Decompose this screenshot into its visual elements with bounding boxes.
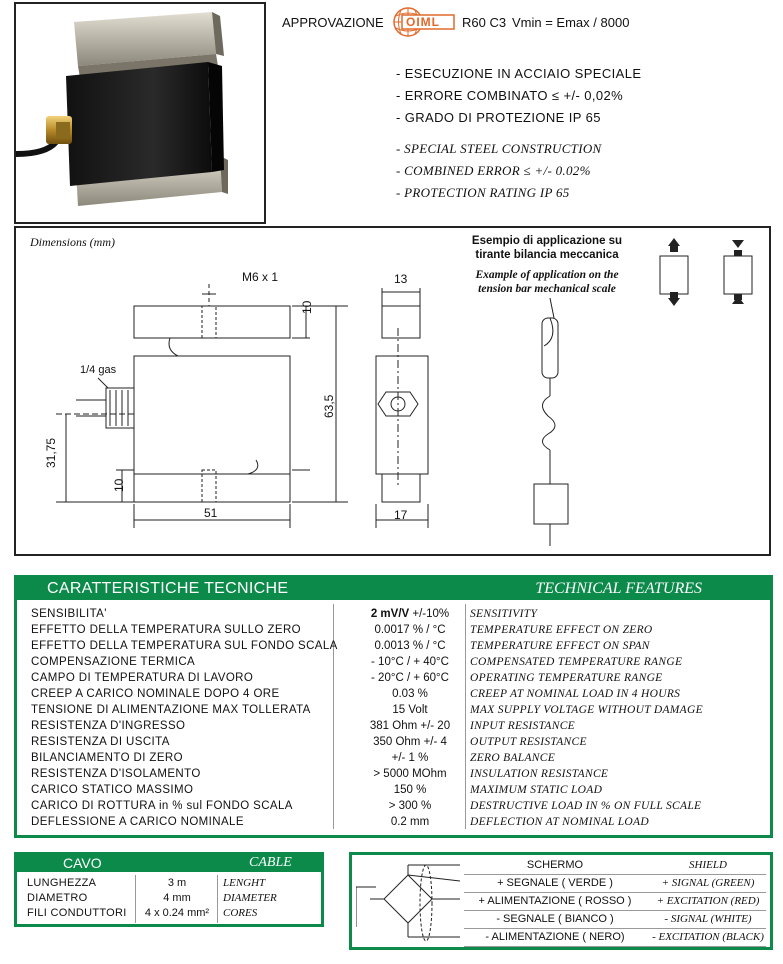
- dim-center-height: 31,75: [44, 437, 58, 468]
- tech-param-en: TEMPERATURE EFFECT ON SPAN: [470, 640, 650, 652]
- example-en-line: Example of application on the: [475, 269, 619, 281]
- product-photo: [14, 2, 266, 224]
- tech-value: [335, 750, 485, 766]
- feature-en-item: - SPECIAL STEEL CONSTRUCTION: [396, 141, 602, 156]
- load-cell-photo-illustration: [16, 4, 264, 222]
- dim-top-height: 10: [300, 300, 314, 314]
- tech-param-it: CARICO DI ROTTURA in % sul FONDO SCALA: [31, 800, 293, 812]
- tech-row: [17, 686, 770, 702]
- tech-value-main: 2 mV/V: [370, 608, 410, 620]
- feature-it-item: - GRADO DI PROTEZIONE IP 65: [396, 110, 601, 125]
- tech-value-detail: 0.0013 % / °C: [374, 640, 446, 652]
- tech-value-detail: 0.03 %: [392, 688, 428, 700]
- cable-param-it: LUNGHEZZA: [27, 877, 97, 889]
- cable-row: [17, 906, 321, 921]
- tech-value: [335, 622, 485, 638]
- tech-value: [335, 654, 485, 670]
- wire-label-en: SHIELD: [689, 859, 727, 871]
- tech-value: [335, 782, 485, 798]
- tech-value: [335, 606, 485, 622]
- tech-value-detail: > 5000 MOhm: [373, 768, 447, 780]
- approval-formula: Vmin = Emax / 8000: [512, 15, 630, 30]
- tech-value-detail: 15 Volt: [392, 704, 428, 716]
- example-en-line: tension bar mechanical scale: [478, 283, 616, 295]
- tech-value: [335, 686, 485, 702]
- cable-title-it: CAVO: [63, 855, 102, 871]
- example-it-line: tirante bilancia meccanica: [475, 249, 619, 261]
- wiring-row: [464, 893, 766, 911]
- tech-row: [17, 814, 770, 830]
- tech-value-detail: 150 %: [393, 784, 427, 796]
- tech-row: [17, 750, 770, 766]
- wire-label-it: - ALIMENTAZIONE ( NERO): [485, 931, 625, 943]
- tech-param-it: DEFLESSIONE A CARICO NOMINALE: [31, 816, 244, 828]
- tech-param-it: BILANCIAMENTO DI ZERO: [31, 752, 183, 764]
- wiring-row: [464, 875, 766, 893]
- dim-width: 51: [204, 506, 218, 520]
- tech-param-en: DESTRUCTIVE LOAD IN % ON FULL SCALE: [470, 800, 702, 812]
- tech-param-it: SENSIBILITA': [31, 608, 107, 620]
- tech-param-en: INPUT RESISTANCE: [470, 720, 576, 732]
- wire-label-it: SCHERMO: [526, 859, 584, 871]
- tech-row: [17, 654, 770, 670]
- wheatstone-bridge-diagram: [356, 863, 460, 945]
- cable-value: 4 mm: [163, 892, 191, 904]
- tech-value: [335, 702, 485, 718]
- wire-label-it: + SEGNALE ( VERDE ): [497, 877, 613, 889]
- oiml-logo: [392, 6, 456, 38]
- tech-value-detail: > 300 %: [388, 800, 432, 812]
- features-it-list: [396, 63, 641, 129]
- example-it-line: Esempio di applicazione su: [471, 235, 623, 247]
- cable-table: [14, 852, 324, 927]
- tech-row: [17, 638, 770, 654]
- tech-param-it: CARICO STATICO MASSIMO: [31, 784, 194, 796]
- cable-param-en: DIAMETER: [223, 892, 277, 904]
- cable-value: 4 x 0.24 mm²: [144, 907, 210, 919]
- tech-param-en: INSULATION RESISTANCE: [470, 768, 609, 780]
- cable-param-it: FILI CONDUTTORI: [27, 907, 127, 919]
- cable-row: [17, 891, 321, 906]
- approval-label: APPROVAZIONE: [282, 15, 384, 30]
- technical-features-header: [17, 578, 770, 600]
- tech-param-it: EFFETTO DELLA TEMPERATURA SUL FONDO SCALA: [31, 640, 338, 652]
- tech-row: [17, 622, 770, 638]
- feature-it-item: - ERRORE COMBINATO ≤ +/- 0,02%: [396, 88, 624, 103]
- tech-row: [17, 766, 770, 782]
- cable-row: [17, 876, 321, 891]
- tech-param-it: CREEP A CARICO NOMINALE DOPO 4 ORE: [31, 688, 280, 700]
- cable-param-en: LENGHT: [223, 877, 266, 889]
- wire-label-it: + ALIMENTAZIONE ( ROSSO ): [478, 895, 632, 907]
- tech-value-detail: +/- 1 %: [391, 752, 429, 764]
- tech-title-it: CARATTERISTICHE TECNICHE: [47, 580, 289, 597]
- cable-param-it: DIAMETRO: [27, 892, 88, 904]
- tech-value: [335, 670, 485, 686]
- wire-label-en: - EXCITATION (BLACK): [652, 931, 764, 943]
- approval-line: [282, 15, 384, 30]
- oiml-logo-text: OIML: [406, 15, 440, 29]
- feature-it-item: - ESECUZIONE IN ACCIAIO SPECIALE: [396, 66, 642, 81]
- dim-side-bottom: 17: [394, 508, 408, 522]
- tech-param-en: ZERO BALANCE: [470, 752, 556, 764]
- wiring-row: [464, 911, 766, 929]
- tech-value: [335, 798, 485, 814]
- tech-row: [17, 734, 770, 750]
- tech-param-en: MAX SUPPLY VOLTAGE WITHOUT DAMAGE: [470, 704, 703, 716]
- tech-param-it: RESISTENZA D'ISOLAMENTO: [31, 768, 201, 780]
- tech-param-en: OPERATING TEMPERATURE RANGE: [470, 672, 663, 684]
- tech-param-en: COMPENSATED TEMPERATURE RANGE: [470, 656, 683, 668]
- wiring-row: [464, 857, 766, 875]
- approval-class: R60 C3: [462, 15, 507, 30]
- tech-param-en: OUTPUT RESISTANCE: [470, 736, 587, 748]
- tech-row: [17, 718, 770, 734]
- dim-side-top: 13: [394, 272, 408, 286]
- tech-value: [335, 718, 485, 734]
- dimensions-title: Dimensions (mm): [30, 235, 115, 249]
- technical-features-table: [14, 575, 773, 838]
- tech-value-detail: 0.0017 % / °C: [374, 624, 446, 636]
- tech-param-it: EFFETTO DELLA TEMPERATURA SULLO ZERO: [31, 624, 302, 636]
- example-en: [462, 268, 632, 296]
- tech-param-en: CREEP AT NOMINAL LOAD IN 4 HOURS: [470, 688, 681, 700]
- tech-value-detail: 381 Ohm +/- 20: [369, 720, 451, 732]
- features-en-list: [396, 138, 601, 204]
- wire-label-it: - SEGNALE ( BIANCO ): [496, 913, 614, 925]
- feature-en-item: - PROTECTION RATING IP 65: [396, 185, 570, 200]
- wire-label-en: - SIGNAL (WHITE): [664, 913, 752, 925]
- tech-value: [335, 638, 485, 654]
- tech-value-detail: - 20°C / + 60°C: [371, 672, 449, 684]
- tech-param-it: RESISTENZA D'INGRESSO: [31, 720, 186, 732]
- tech-param-it: COMPENSAZIONE TERMICA: [31, 656, 196, 668]
- dimension-drawing-panel: [14, 226, 771, 556]
- feature-en-item: - COMBINED ERROR ≤ +/- 0.02%: [396, 163, 591, 178]
- tech-value: [335, 734, 485, 750]
- dim-thread: M6 x 1: [242, 270, 279, 284]
- dim-bottom-height: 10: [112, 478, 126, 492]
- tech-value: [335, 814, 485, 830]
- tech-title-en: TECHNICAL FEATURES: [535, 580, 702, 597]
- tech-row: [17, 702, 770, 718]
- tech-param-it: TENSIONE DI ALIMENTAZIONE MAX TOLLERATA: [31, 704, 311, 716]
- tech-row: [17, 782, 770, 798]
- dim-total-height: 63,5: [322, 394, 336, 418]
- tech-param-en: MAXIMUM STATIC LOAD: [470, 784, 603, 796]
- tech-value: [335, 766, 485, 782]
- cable-param-en: CORES: [223, 907, 258, 919]
- tech-row: [17, 798, 770, 814]
- tech-value-detail: +/-10%: [409, 608, 450, 620]
- technical-drawing: [16, 228, 769, 554]
- tech-row: [17, 606, 770, 622]
- example-it: [462, 234, 632, 262]
- tech-value-detail: 350 Ohm +/- 4: [373, 736, 447, 748]
- tech-param-en: TEMPERATURE EFFECT ON ZERO: [470, 624, 653, 636]
- cable-value: 3 m: [167, 877, 187, 889]
- tech-param-it: RESISTENZA DI USCITA: [31, 736, 170, 748]
- tech-row: [17, 670, 770, 686]
- tech-value-detail: - 10°C / + 40°C: [371, 656, 449, 668]
- wire-label-en: + EXCITATION (RED): [656, 895, 760, 907]
- wiring-table: [349, 852, 773, 950]
- tech-param-en: DEFLECTION AT NOMINAL LOAD: [470, 816, 649, 828]
- dim-gas: 1/4 gas: [80, 364, 117, 376]
- tech-param-en: SENSITIVITY: [470, 608, 538, 620]
- cable-title-en: CABLE: [249, 855, 292, 870]
- tech-param-it: CAMPO DI TEMPERATURA DI LAVORO: [31, 672, 254, 684]
- tech-value-detail: 0.2 mm: [390, 816, 430, 828]
- cable-header: [17, 855, 321, 872]
- wire-label-en: + SIGNAL (GREEN): [661, 877, 755, 889]
- wiring-row: [464, 929, 766, 947]
